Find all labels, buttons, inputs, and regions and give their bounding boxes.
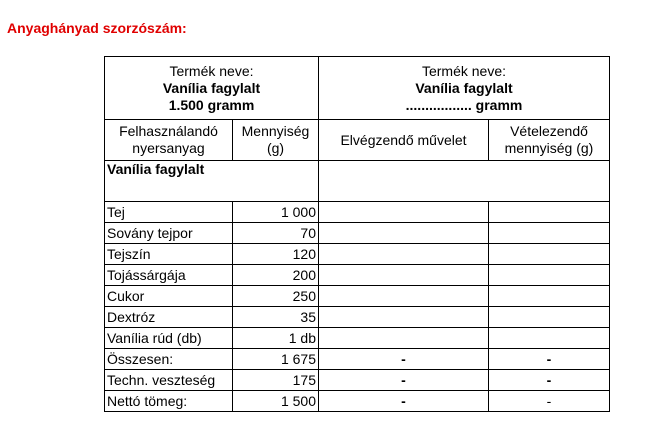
requisition-cell xyxy=(489,307,610,328)
ingredient-name: Dextróz xyxy=(105,307,233,328)
requisition-cell xyxy=(489,286,610,307)
target-product-header xyxy=(319,57,610,120)
ingredient-row xyxy=(105,265,610,286)
page-title: Anyaghányad szorzószám: xyxy=(7,20,187,36)
target-weight-blank: ................. gramm xyxy=(405,96,523,113)
operation-cell xyxy=(319,265,489,286)
operation-dash: - xyxy=(319,349,489,370)
column-header-ingredient: Felhasználandó nyersanyag xyxy=(105,120,233,161)
ingredient-name: Tojássárgája xyxy=(105,265,233,286)
operation-cell xyxy=(319,244,489,265)
header-row xyxy=(105,57,610,120)
product-weight: 1.500 gramm xyxy=(168,96,255,113)
product-name-label: Termék neve: xyxy=(421,62,507,79)
operation-dash: - xyxy=(319,391,489,412)
section-title: Vanília fagylalt xyxy=(105,161,319,202)
recipe-table xyxy=(104,56,610,412)
operation-cell xyxy=(319,223,489,244)
total-row xyxy=(105,349,610,370)
ingredient-amount: 35 xyxy=(233,307,319,328)
ingredient-amount: 70 xyxy=(233,223,319,244)
section-blank xyxy=(319,161,610,202)
ingredient-amount: 1 db xyxy=(233,328,319,349)
requisition-dash: - xyxy=(489,391,610,412)
requisition-cell xyxy=(489,244,610,265)
requisition-cell xyxy=(489,202,610,223)
ingredient-name: Tejszín xyxy=(105,244,233,265)
total-label: Techn. veszteség xyxy=(105,370,233,391)
ingredient-row xyxy=(105,223,610,244)
ingredient-row xyxy=(105,328,610,349)
requisition-dash: - xyxy=(489,370,610,391)
ingredient-name: Tej xyxy=(105,202,233,223)
original-product-header xyxy=(105,57,319,120)
column-header-requisition: Vételezendő mennyiség (g) xyxy=(489,120,610,161)
ingredient-name: Cukor xyxy=(105,286,233,307)
total-amount: 1 500 xyxy=(233,391,319,412)
product-name: Vanília fagylalt xyxy=(162,79,261,96)
requisition-cell xyxy=(489,223,610,244)
operation-cell xyxy=(319,307,489,328)
product-name: Vanília fagylalt xyxy=(415,79,513,96)
operation-cell xyxy=(319,286,489,307)
operation-cell xyxy=(319,202,489,223)
ingredient-amount: 1 000 xyxy=(233,202,319,223)
total-label: Összesen: xyxy=(105,349,233,370)
ingredient-row xyxy=(105,307,610,328)
ingredient-row xyxy=(105,202,610,223)
product-name-label: Termék neve: xyxy=(169,62,254,79)
ingredient-amount: 120 xyxy=(233,244,319,265)
requisition-dash: - xyxy=(489,349,610,370)
ingredient-row xyxy=(105,286,610,307)
total-amount: 175 xyxy=(233,370,319,391)
operation-cell xyxy=(319,328,489,349)
ingredient-row xyxy=(105,244,610,265)
column-header-row xyxy=(105,120,610,161)
operation-dash: - xyxy=(319,370,489,391)
requisition-cell xyxy=(489,328,610,349)
total-row xyxy=(105,370,610,391)
total-amount: 1 675 xyxy=(233,349,319,370)
ingredient-rows xyxy=(105,202,610,349)
requisition-cell xyxy=(489,265,610,286)
ingredient-amount: 200 xyxy=(233,265,319,286)
total-row xyxy=(105,391,610,412)
section-row xyxy=(105,161,610,202)
total-rows xyxy=(105,349,610,412)
column-header-quantity: Mennyiség (g) xyxy=(233,120,319,161)
column-header-operation: Elvégzendő művelet xyxy=(319,120,489,161)
total-label: Nettó tömeg: xyxy=(105,391,233,412)
ingredient-name: Vanília rúd (db) xyxy=(105,328,233,349)
ingredient-amount: 250 xyxy=(233,286,319,307)
ingredient-name: Sovány tejpor xyxy=(105,223,233,244)
